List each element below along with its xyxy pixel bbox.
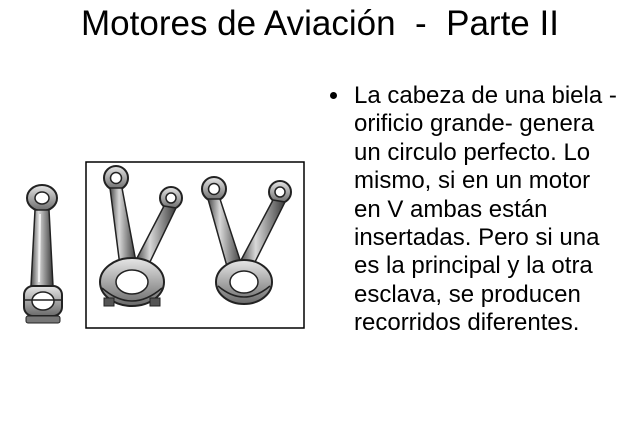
bullet-item — [322, 82, 622, 338]
single-connecting-rod-illustration — [24, 185, 62, 323]
bullet-dot-icon — [330, 92, 337, 99]
bullet-list — [322, 82, 622, 338]
slide-title: Motores de Aviación - Parte II — [81, 4, 559, 43]
bullet-text: La cabeza de una biela -orificio grande- genera un circulo perfecto. Lo mismo, si en un motor en V ambas están insertadas. Pero si una es la principal y la otra esclava, se producen recorridos diferentes. — [354, 82, 617, 337]
connecting-rods-figure — [18, 158, 310, 330]
